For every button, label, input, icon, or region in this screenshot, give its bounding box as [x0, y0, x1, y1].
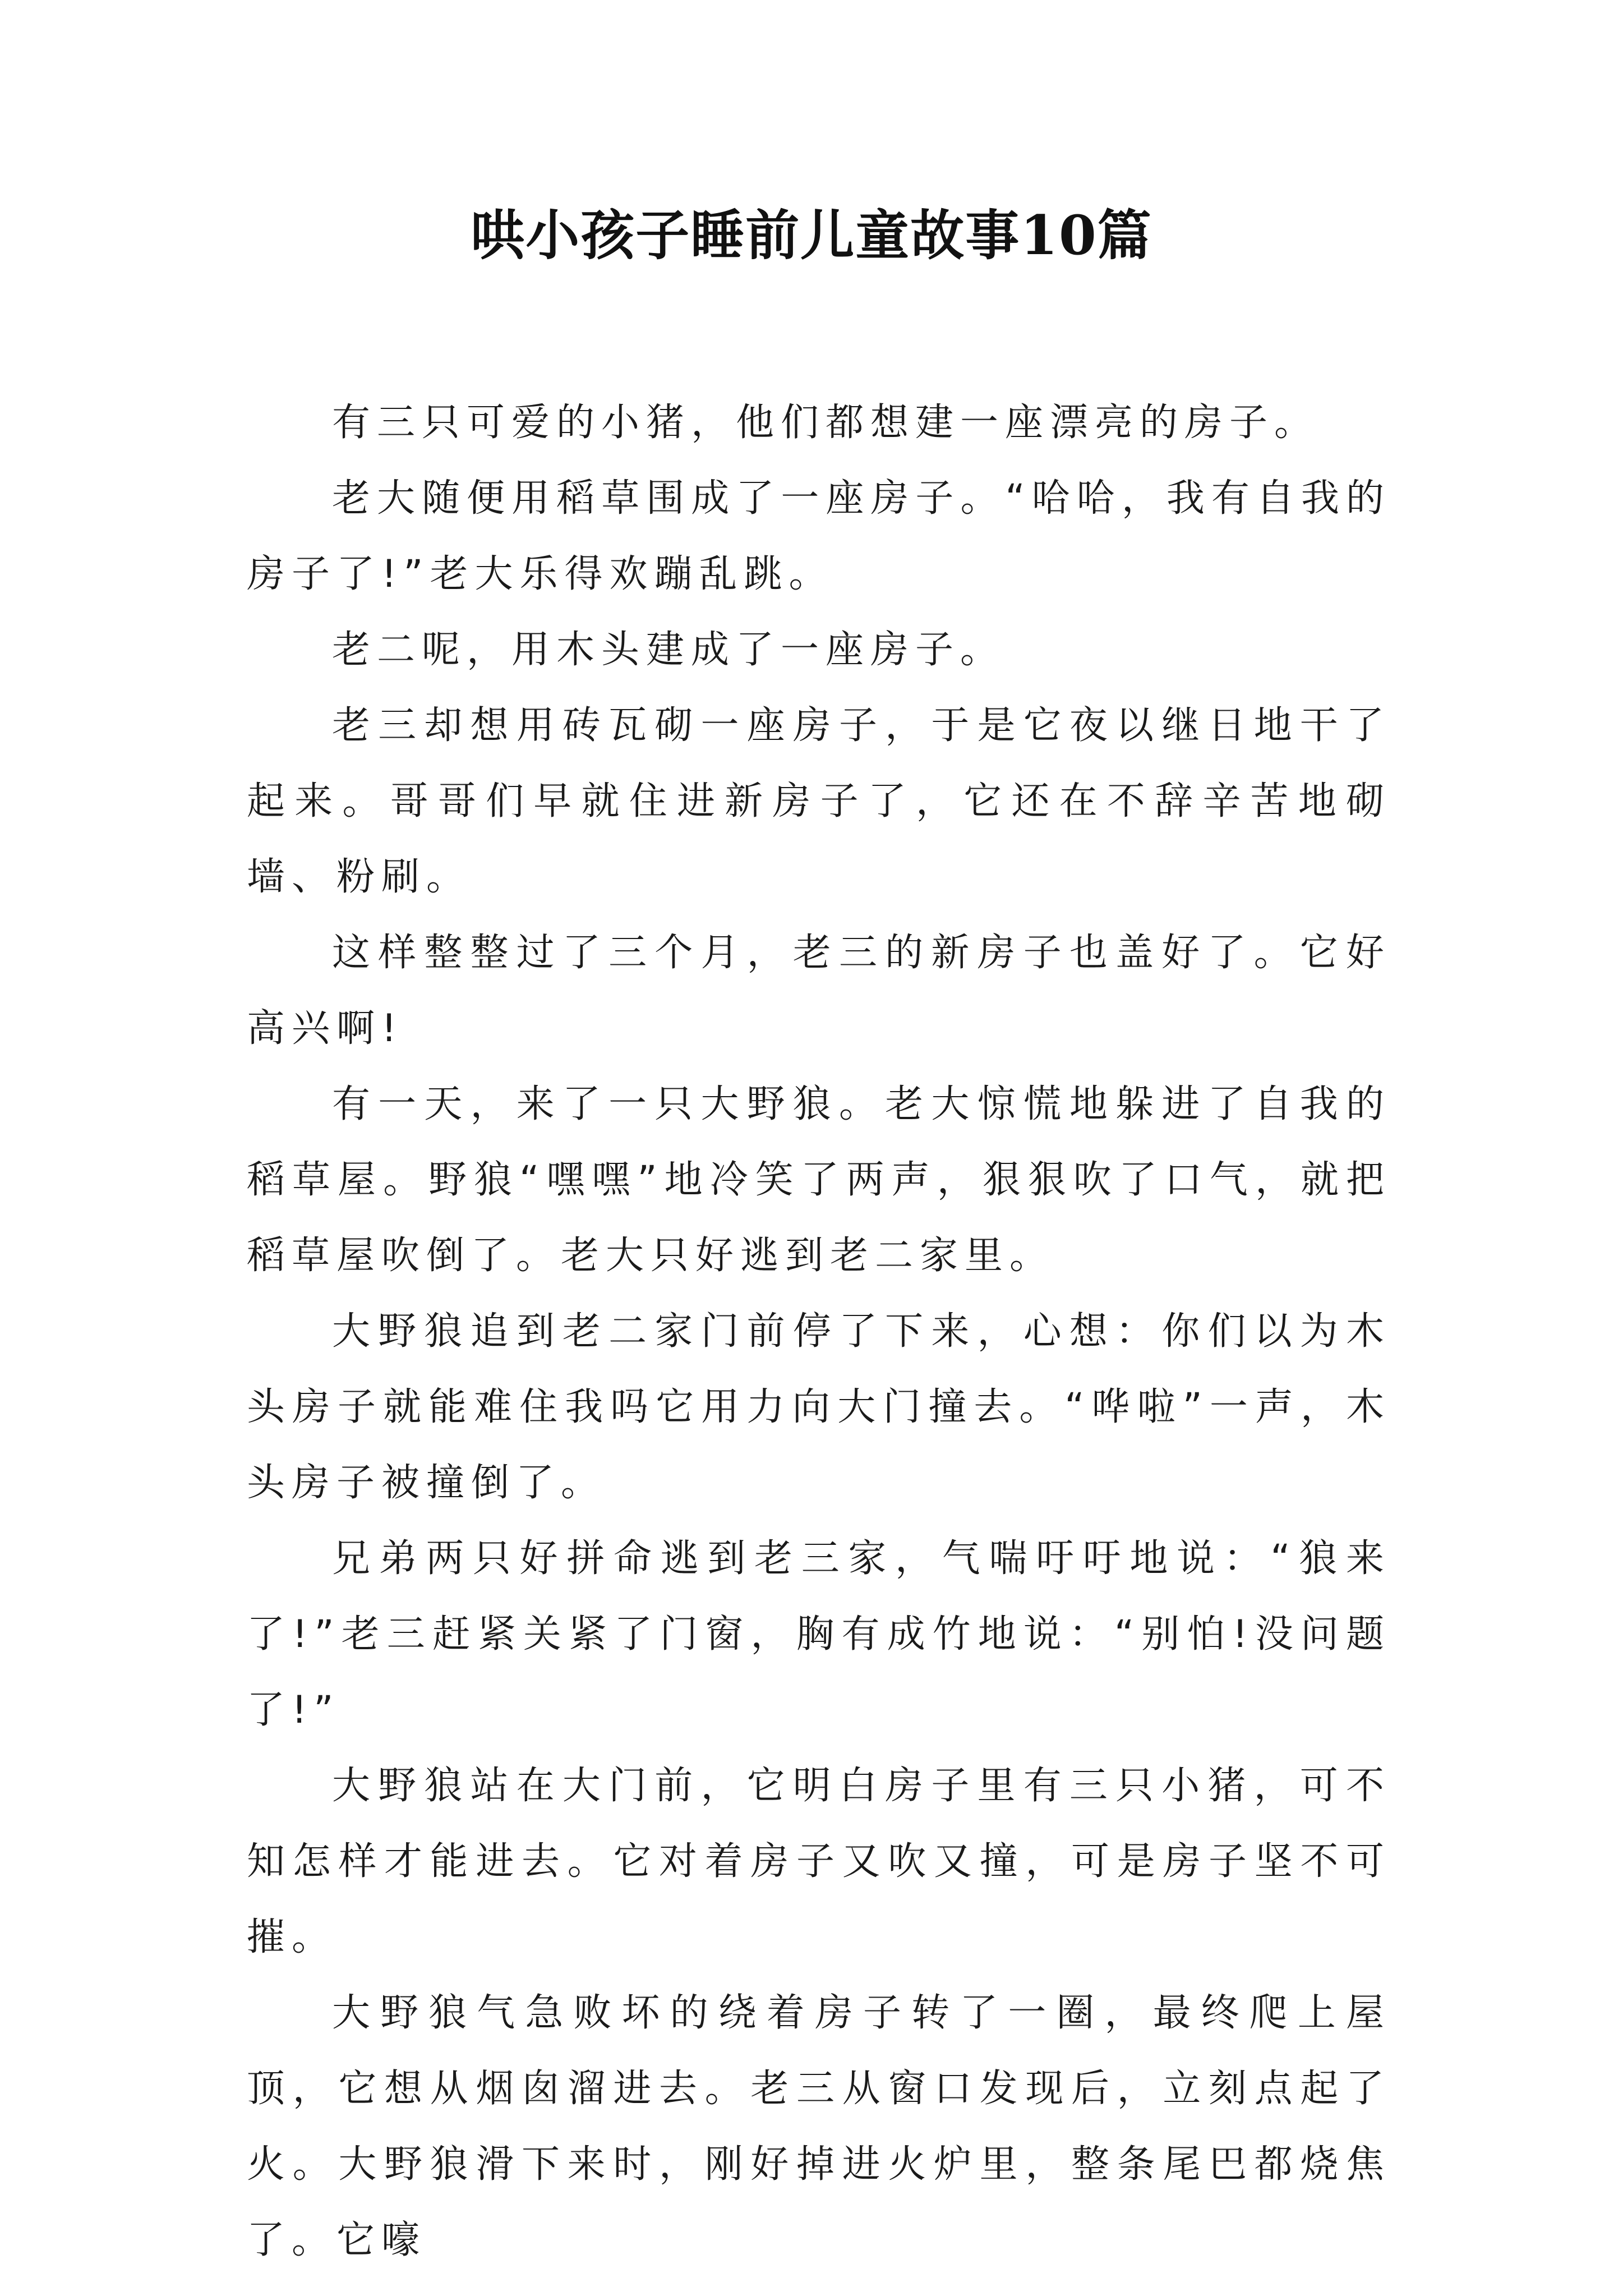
paragraph-9: 大野狼站在大门前，它明白房子里有三只小猪，可不知怎样才能进去。它对着房子又吹又撞，可是房子坚不可摧。: [247, 1764, 1391, 1959]
paragraph-5: 这样整整过了三个月，老三的新房子也盖好了。它好高兴啊!: [247, 931, 1391, 1051]
paragraph-8: 兄弟两只好拼命逃到老三家，气喘吁吁地说：“狼来了!”老三赶紧关紧了门窗，胸有成竹地说：“别怕!没问题了!”: [247, 1536, 1391, 1732]
paragraph-2: 老大随便用稻草围成了一座房子。“哈哈，我有自我的房子了!”老大乐得欢蹦乱跳。: [247, 476, 1391, 596]
document-body-viewport: [0, 385, 1623, 2262]
paragraph-4: 老三却想用砖瓦砌一座房子，于是它夜以继日地干了起来。哥哥们早就住进新房子了，它还在不辞辛苦地砌墙、粉刷。: [247, 703, 1391, 899]
paragraph-6: 有一天，来了一只大野狼。老大惊慌地躲进了自我的稻草屋。野狼“嘿嘿”地冷笑了两声，狠狠吹了口气，就把稻草屋吹倒了。老大只好逃到老二家里。: [247, 1082, 1391, 1278]
document-title: 哄小孩子睡前儿童故事10篇: [471, 204, 1152, 267]
paragraph-1: 有三只可爱的小猪，他们都想建一座漂亮的房子。: [332, 401, 1320, 445]
paragraph-3: 老二呢，用木头建成了一座房子。: [332, 628, 1006, 672]
paragraph-10: 大野狼气急败坏的绕着房子转了一圈，最终爬上屋顶，它想从烟囱溜进去。老三从窗口发现后，立刻点起了火。大野狼滑下来时，刚好掉进火炉里，整条尾巴都烧焦了。它嚎: [247, 1991, 1391, 2262]
paragraph-7: 大野狼追到老二家门前停了下来，心想：你们以为木头房子就能难住我吗它用力向大门撞去。“哗啦”一声，木头房子被撞倒了。: [247, 1309, 1391, 1505]
document-body: [247, 385, 1391, 2278]
